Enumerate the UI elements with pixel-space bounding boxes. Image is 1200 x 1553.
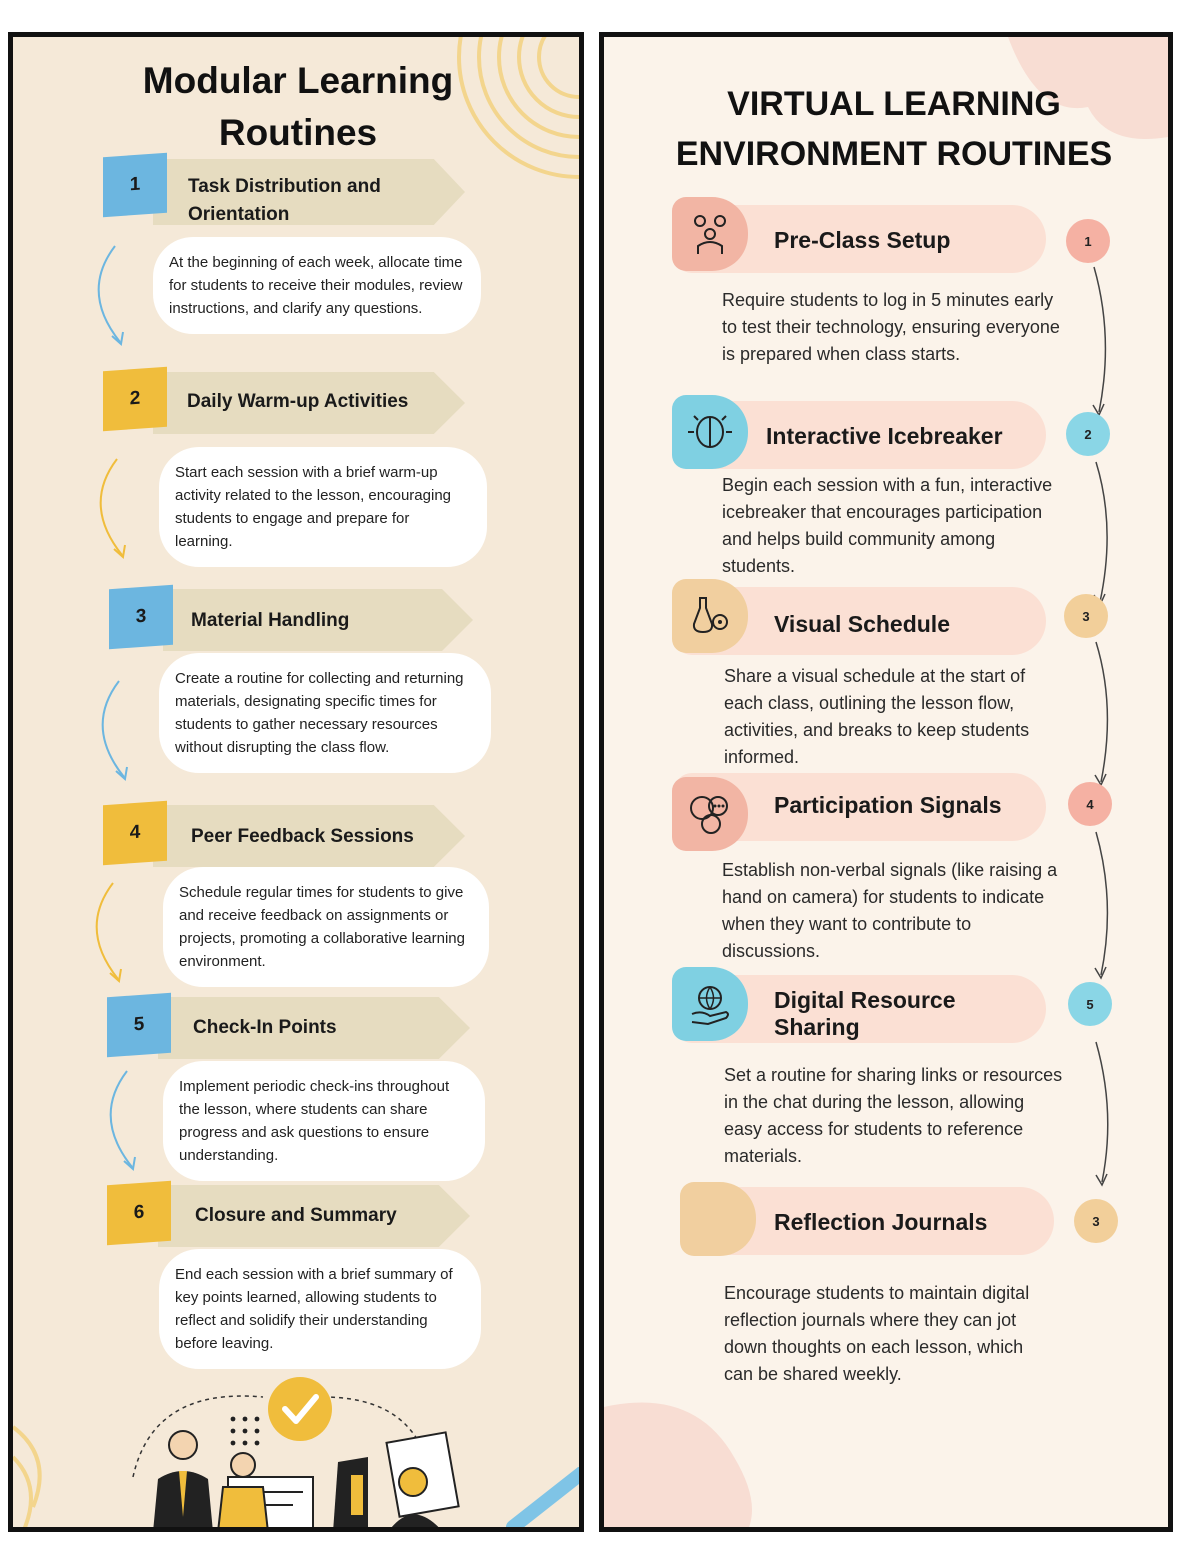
right-step-4-number: 4 <box>1068 782 1112 826</box>
flow-arrow-2 <box>87 455 137 565</box>
right-step-1-description: Require students to log in 5 minutes early to test their technology, ensuring everyone is prepared when class starts. <box>722 290 1060 364</box>
step-2-description: Start each session with a brief warm-up activity related to the lesson, encouraging students to engage and prepare for learning. <box>159 447 487 567</box>
step-4-title: Peer Feedback Sessions <box>191 826 414 847</box>
decorative-brush-stroke <box>503 1467 584 1532</box>
right-step-4-description: Establish non-verbal signals (like raising a hand on camera) for students to indicate when they want to contribute to discussions. <box>722 860 1058 961</box>
step-1-number: 1 <box>129 173 141 196</box>
right-step-4-icon-tile <box>672 777 748 851</box>
step-6-number: 6 <box>133 1201 145 1224</box>
right-step-1-number: 1 <box>1066 219 1110 263</box>
flow-arrow-3 <box>89 677 139 787</box>
right-step-3-icon-tile <box>672 579 748 653</box>
left-title-line1: Modular Learning <box>142 60 454 101</box>
brain-icon <box>686 410 734 454</box>
step-4-number-tab <box>103 801 167 865</box>
decorative-blob-bottom <box>604 1397 804 1532</box>
step-2-number: 2 <box>129 387 141 410</box>
flow-arrow-4 <box>83 879 133 989</box>
step-1-title-line2: Orientation <box>188 204 290 225</box>
step-5-description: Implement periodic check-ins throughout the lesson, where students can share progress and ask questions to ensure understanding. <box>163 1061 485 1181</box>
right-step-6-number: 3 <box>1074 1199 1118 1243</box>
right-step-6-description: Encourage students to maintain digital reflection journals where they can jot down thoughts on each lesson, which can be shared weekly. <box>724 1283 1030 1384</box>
team-gears-icon <box>688 212 732 256</box>
step-3-number-tab <box>109 585 173 649</box>
flow-arrow-1 <box>85 242 135 352</box>
right-step-3-description: Share a visual schedule at the start of each class, outlining the lesson flow, activities, and breaks to keep students informed. <box>724 666 1030 767</box>
team-illustration <box>113 1367 473 1532</box>
step-6-number-tab <box>107 1181 171 1245</box>
modular-learning-panel <box>8 32 584 1532</box>
right-step-3-number: 3 <box>1064 594 1108 638</box>
left-title-line2: Routines <box>218 112 378 153</box>
right-step-3-title: Visual Schedule <box>774 611 950 637</box>
virtual-learning-panel <box>599 32 1173 1532</box>
step-5-title: Check-In Points <box>193 1017 337 1038</box>
chat-bubbles-icon <box>687 792 733 836</box>
step-3-description: Create a routine for collecting and returning materials, designating specific times for students to gather necessary resources without disrupting the class flow. <box>159 653 491 773</box>
step-6-title: Closure and Summary <box>195 1205 397 1226</box>
step-3-title: Material Handling <box>191 610 350 631</box>
right-step-5-number: 5 <box>1068 982 1112 1026</box>
right-step-5-icon-tile <box>672 967 748 1041</box>
right-step-2-description: Begin each session with a fun, interactive icebreaker that encourages participation and helps build community among students. <box>722 475 1053 576</box>
right-step-6-title: Reflection Journals <box>774 1209 988 1235</box>
flow-arrow-5 <box>97 1067 147 1177</box>
decorative-waves <box>13 1397 133 1532</box>
right-step-5-title-line2: Sharing <box>774 1014 860 1040</box>
step-4-number: 4 <box>129 821 141 844</box>
right-step-1-title: Pre-Class Setup <box>774 227 951 253</box>
right-title-line1: VIRTUAL LEARNING <box>727 85 1061 123</box>
step-1-number-tab <box>103 153 167 217</box>
step-1-title-line1: Task Distribution and <box>188 176 381 197</box>
hand-globe-icon <box>688 982 732 1026</box>
left-title <box>53 55 543 159</box>
right-step-5-description: Set a routine for sharing links or resources in the chat during the lesson, allowing easy access for students to reference materials. <box>724 1065 1063 1166</box>
step-1-title <box>188 173 448 229</box>
step-5-number-tab <box>107 993 171 1057</box>
step-1-description: At the beginning of each week, allocate time for students to receive their modules, review instructions, and clarify any questions. <box>153 237 481 334</box>
step-6-description: End each session with a brief summary of key points learned, allowing students to reflect and solidify their understanding before leaving. <box>159 1249 481 1369</box>
step-2-title: Daily Warm-up Activities <box>187 391 409 412</box>
right-step-4-title: Participation Signals <box>774 792 1002 818</box>
right-step-1-icon-tile <box>672 197 748 271</box>
flask-gear-icon <box>688 594 732 638</box>
right-title-line2: ENVIRONMENT ROUTINES <box>675 135 1113 173</box>
right-step-2-number: 2 <box>1066 412 1110 456</box>
right-step-2-icon-tile <box>672 395 748 469</box>
right-title <box>624 79 1164 179</box>
step-2-number-tab <box>103 367 167 431</box>
step-3-number: 3 <box>135 605 147 628</box>
connector-lines <box>1074 257 1134 1197</box>
right-step-2-title: Interactive Icebreaker <box>766 423 1003 449</box>
right-step-6-icon-tile <box>680 1182 756 1256</box>
step-4-description: Schedule regular times for students to give and receive feedback on assignments or projects, promoting a collaborative learning environment. <box>163 867 489 987</box>
right-step-5-title <box>774 987 956 1041</box>
right-step-5-title-line1: Digital Resource <box>774 987 956 1013</box>
step-5-number: 5 <box>133 1013 145 1036</box>
